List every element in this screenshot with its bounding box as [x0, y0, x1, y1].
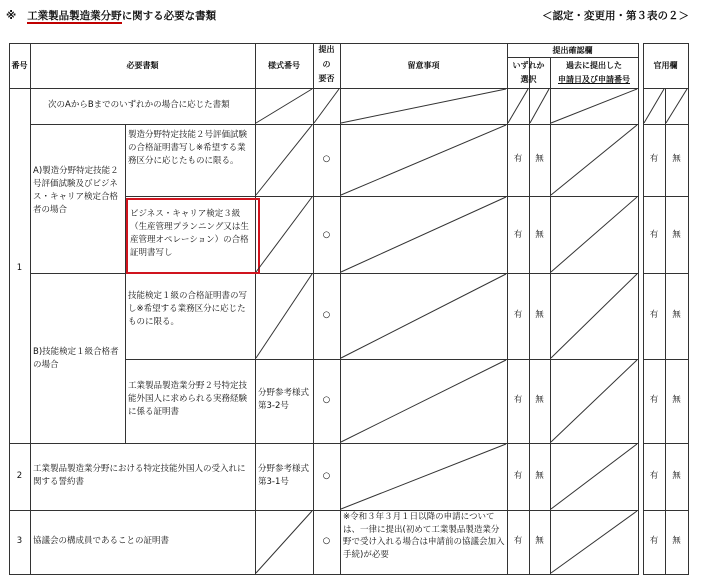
row-6-document: 協議会の構成員であることの証明書 [33, 536, 170, 546]
row-4-required: ○ [322, 395, 331, 405]
row-2-document: ビジネス・キャリア検定３級（生産管理プランニング又は生産管理オペレーション）の合格証明書写し [130, 209, 249, 258]
row-4-yes: 有 [513, 395, 523, 405]
row-5-yes: 有 [513, 471, 523, 481]
row-5-form: 分野参考様式第3-1号 [258, 464, 310, 487]
official-row-2-yes: 有 [649, 230, 659, 240]
official-row-6-no: 無 [672, 536, 681, 546]
official-row-6-yes: 有 [649, 536, 659, 546]
official-row-1-no: 無 [672, 154, 681, 164]
row-4-form: 分野参考様式第3-2号 [258, 388, 310, 411]
official-row-1-yes: 有 [649, 154, 659, 164]
row-6-note: ※令和３年３月１日以降の申請については、一律に提出(初めて工業製品製造業分野で受け入れる場合は申請前の協議会加入手続)が必要 [343, 512, 505, 560]
row-5-document: 工業製品製造業分野における特定技能外国人の受入れに関する誓約書 [33, 464, 246, 487]
row-4-document: 工業製品製造業分野２号特定技能外国人に求められる実務経験に係る証明書 [128, 381, 248, 417]
row-3-document: 技能検定１級の合格証明書の写し※希望する業務区分に応じたものに限る。 [128, 291, 248, 327]
document-title [6, 8, 216, 23]
official-row-5-no: 無 [672, 471, 681, 481]
title-rest: に関する必要な書類 [121, 10, 217, 22]
row-number-2: 2 [16, 471, 23, 481]
col-check-group-header: 提出確認欄 [552, 46, 593, 55]
group-a-label: A)製造分野特定技能２号評価試験及びビジネス・キャリア検定合格者の場合 [33, 166, 119, 215]
col-required-header-3: 要否 [318, 74, 335, 83]
official-row-4-no: 無 [672, 395, 681, 405]
row-1-document: 製造分野特定技能２号評価試験の合格証明書写し※希望する業務区分に応じたものに限る。 [128, 130, 248, 166]
official-intro-slashes [643, 88, 688, 124]
row-1-required: ○ [322, 154, 331, 164]
row-2-yes: 有 [513, 230, 523, 240]
col-form-header: 様式番号 [268, 61, 300, 70]
row-number-3: 3 [16, 536, 23, 546]
document-subtitle: ＜認定・変更用・第３表の２＞ [542, 10, 689, 22]
row-5-no: 無 [535, 471, 544, 481]
col-past-header-2: 申請日及び申請番号 [558, 75, 630, 84]
row-5-required: ○ [322, 471, 331, 481]
col-either-header-2: 選択 [520, 75, 537, 84]
highlight-box [126, 198, 260, 274]
title-field-name: 工業製品製造業分野 [27, 10, 122, 22]
row-6-yes: 有 [513, 536, 523, 546]
official-row-4-yes: 有 [649, 395, 659, 405]
row-1-no: 無 [535, 154, 544, 164]
group-b-label: B)技能検定１級合格者の場合 [33, 347, 119, 370]
row-3-no: 無 [535, 310, 544, 320]
official-row-5-yes: 有 [649, 471, 659, 481]
col-official-header: 官用欄 [653, 61, 678, 70]
row-1-yes: 有 [513, 154, 523, 164]
col-no-header: 番号 [11, 61, 28, 70]
col-docs-header: 必要書類 [126, 61, 159, 70]
col-either-header-1: いずれか [512, 61, 545, 70]
row-2-required: ○ [322, 230, 331, 240]
official-row-3-yes: 有 [649, 310, 659, 320]
col-required-header-1: 提出 [318, 45, 335, 54]
row-number-1: 1 [16, 263, 23, 273]
col-notes-header: 留意事項 [407, 61, 440, 70]
row-6-required: ○ [322, 536, 331, 546]
row-6-no: 無 [535, 536, 544, 546]
official-row-3-no: 無 [672, 310, 681, 320]
row-2-no: 無 [535, 230, 544, 240]
note-mark: ※ [6, 10, 17, 22]
intro-text: 次のAからBまでのいずれかの場合に応じた書類 [48, 100, 230, 110]
col-past-header-1: 過去に提出した [566, 61, 622, 70]
row-3-required: ○ [322, 310, 331, 320]
intro-row-slashes [255, 88, 638, 124]
official-row-2-no: 無 [672, 230, 681, 240]
col-required-header-2: の [322, 60, 331, 69]
row-4-no: 無 [535, 395, 544, 405]
row-3-yes: 有 [513, 310, 523, 320]
